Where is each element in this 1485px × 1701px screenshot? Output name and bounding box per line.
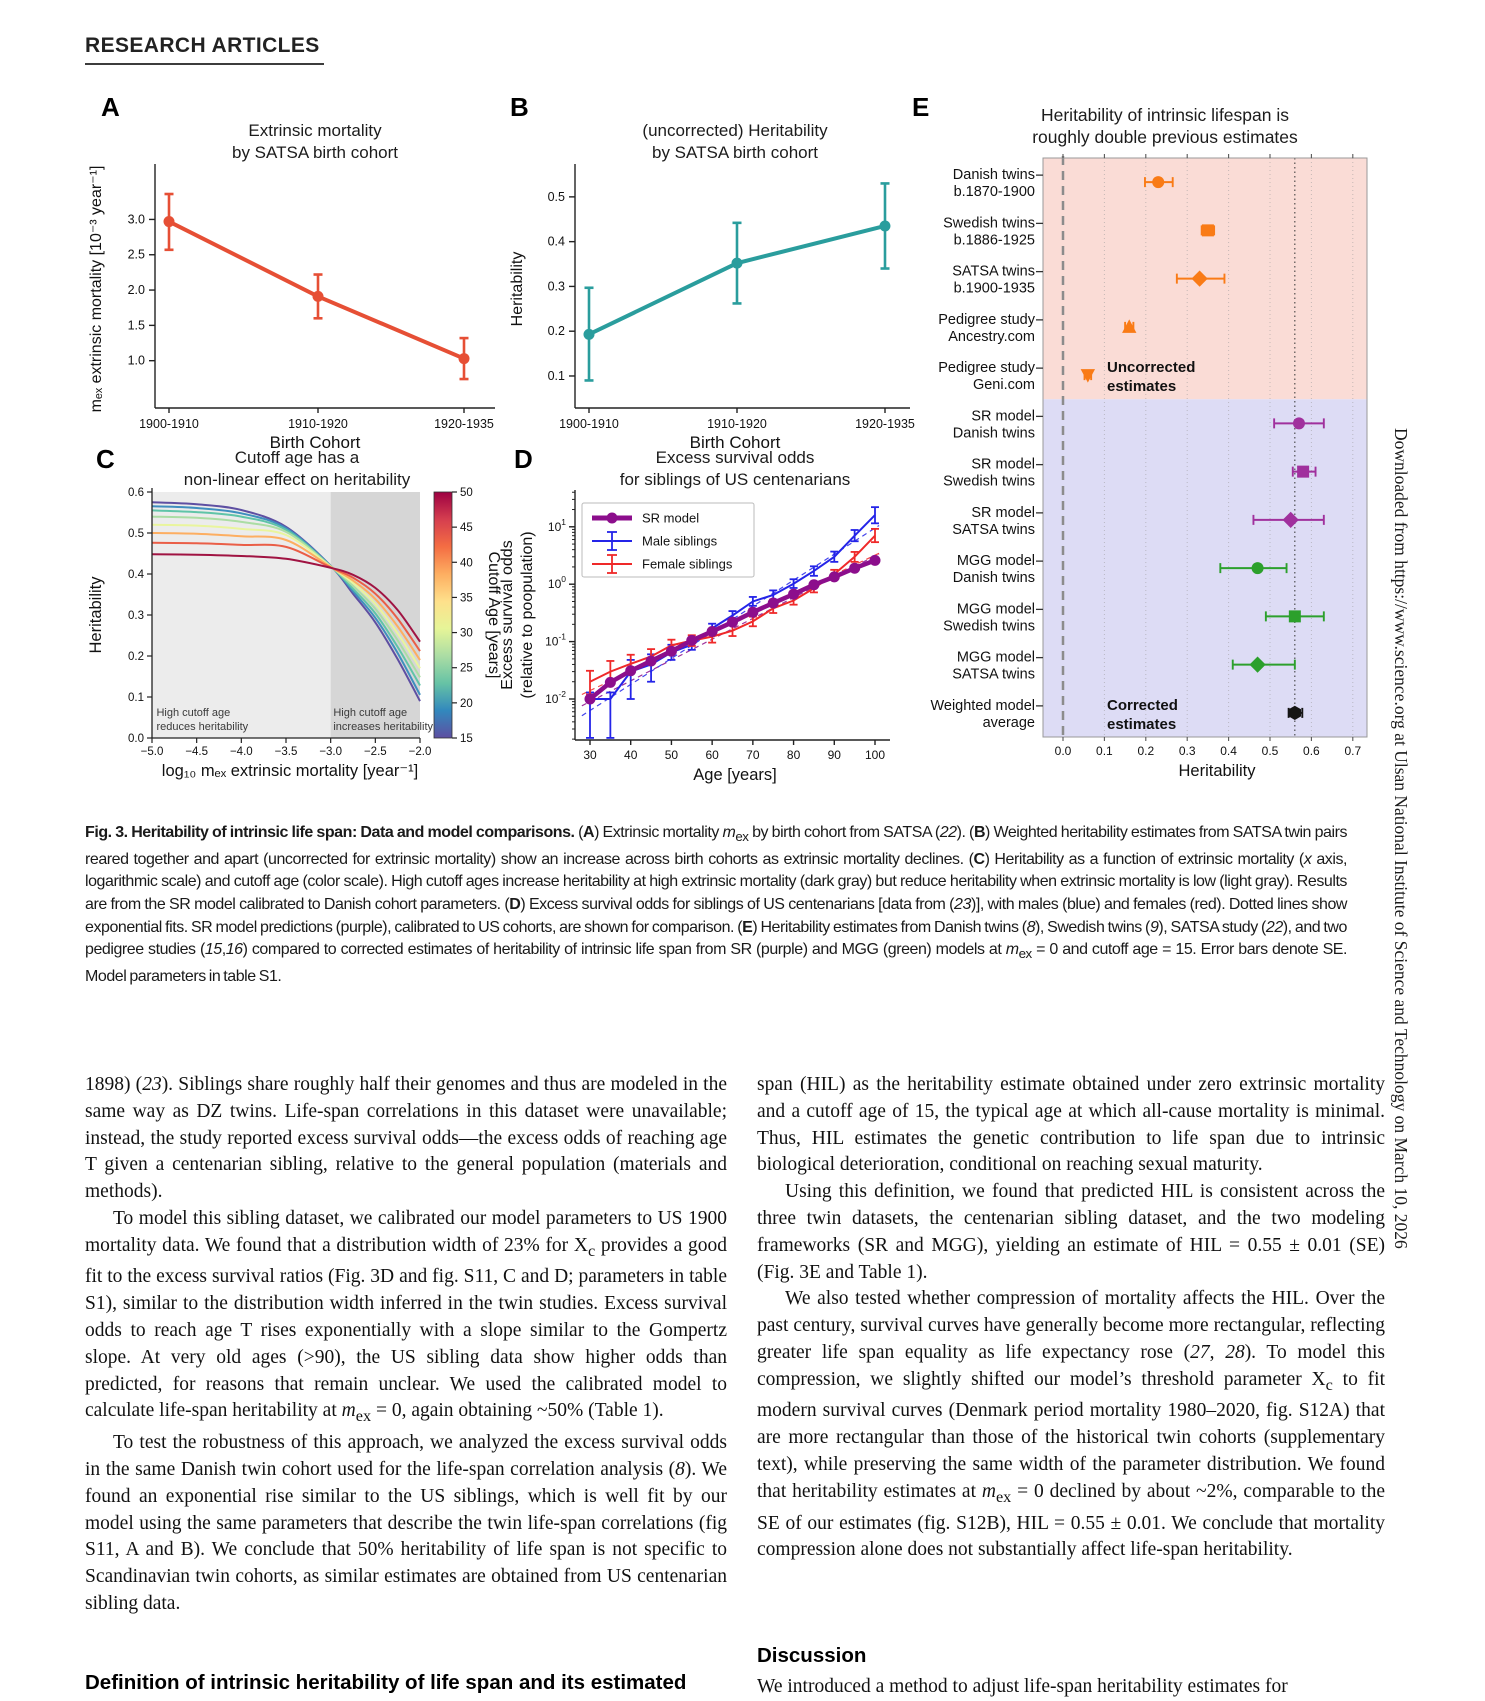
svg-text:Swedish twins: Swedish twins: [943, 618, 1035, 635]
body-left-column: [85, 1072, 727, 1618]
svg-text:25: 25: [460, 662, 473, 675]
discussion-heading: Discussion: [757, 1644, 867, 1667]
svg-text:60: 60: [705, 748, 719, 762]
svg-text:30: 30: [460, 627, 473, 640]
svg-text:1900-1910: 1900-1910: [559, 417, 619, 431]
svg-text:Pedigree study: Pedigree study: [938, 360, 1035, 377]
svg-text:10-1: $10^{-1}$: [545, 631, 566, 649]
svg-text:0.1: 0.1: [1096, 744, 1113, 758]
svg-text:b.1870-1900: b.1870-1900: [953, 184, 1035, 201]
svg-text:−4.5: −4.5: [185, 746, 209, 758]
panel-c-cutoff-age-chart: [85, 405, 515, 795]
svg-text:0.7: 0.7: [1344, 744, 1362, 758]
definition-subheading: Definition of intrinsic heritability of life span and its estimated: [85, 1671, 687, 1694]
svg-text:Age [years]: Age [years]: [693, 766, 777, 784]
svg-text:log₁₀ mₑₓ extrinsic mortality: log₁₀ mₑₓ extrinsic mortality [year⁻¹]: [161, 762, 419, 780]
svg-text:−5.0: −5.0: [140, 746, 164, 758]
svg-text:1920-1935: 1920-1935: [434, 417, 494, 431]
svg-text:0.2: 0.2: [1137, 744, 1155, 758]
svg-text:Swedish twins: Swedish twins: [943, 473, 1035, 490]
svg-text:increases heritability: increases heritability: [333, 721, 434, 733]
svg-text:2.0: 2.0: [127, 283, 145, 298]
svg-text:MGG model: MGG model: [956, 601, 1035, 618]
svg-text:90: 90: [827, 748, 841, 762]
svg-text:Male siblings: Male siblings: [642, 533, 718, 549]
svg-text:Heritability: Heritability: [1178, 762, 1256, 780]
svg-text:SATSA twins: SATSA twins: [952, 263, 1035, 280]
svg-text:SR model: SR model: [971, 504, 1035, 521]
svg-text:(uncorrected) Heritability: (uncorrected) Heritability: [642, 121, 828, 140]
paragraph: To test the robustness of this approach, we analyzed the excess survival odds in the same Danish twin cohort used for the life-span correlation analysis (8). We found an exponential rise similar to the US siblings, which is well fit by our model using the same parameters that describe the twin life-span correlations (fig S11, A and B). We conclude that 50% heritability of life span is not specific to Scandinavian twin cohorts, as similar estimates are obtained from US centenarian sibling data.: [85, 1432, 727, 1614]
svg-text:Ancestry.com: Ancestry.com: [948, 328, 1035, 345]
svg-text:0.3: 0.3: [547, 279, 565, 294]
download-watermark: Downloaded from https://www.science.org at Ulsan National Institute of Science and Technology on March 10, 2026: [1391, 428, 1411, 1249]
svg-text:0.3: 0.3: [128, 610, 144, 622]
svg-text:Excess survival odds: Excess survival odds: [499, 540, 516, 690]
svg-text:Pedigree study: Pedigree study: [938, 311, 1035, 328]
svg-text:MGG model: MGG model: [956, 649, 1035, 666]
svg-text:SATSA twins: SATSA twins: [952, 666, 1035, 683]
svg-text:100: $10^0$: [547, 574, 566, 592]
svg-text:−3.0: −3.0: [319, 746, 343, 758]
panel-a-extrinsic-mortality-chart: [85, 88, 515, 458]
svg-text:3.0: 3.0: [127, 212, 145, 227]
svg-text:0.4: 0.4: [128, 569, 144, 581]
svg-text:30: 30: [583, 748, 597, 762]
svg-text:roughly double previous estima: roughly double previous estimates: [1032, 127, 1298, 147]
svg-text:0.1: 0.1: [128, 692, 144, 704]
svg-text:SATSA twins: SATSA twins: [952, 521, 1035, 538]
svg-text:Geni.com: Geni.com: [972, 377, 1035, 394]
svg-text:Female siblings: Female siblings: [642, 556, 733, 572]
svg-text:50: 50: [460, 487, 473, 499]
panel-label-a: A: [101, 92, 120, 122]
section-header-label: RESEARCH ARTICLES: [85, 34, 320, 57]
svg-text:Danish twins: Danish twins: [952, 425, 1035, 442]
body-right-column: [757, 1072, 1385, 1564]
svg-text:1.0: 1.0: [127, 353, 145, 368]
svg-text:0.1: 0.1: [547, 368, 565, 383]
svg-text:0.6: 0.6: [1303, 744, 1320, 758]
svg-text:2.5: 2.5: [127, 247, 145, 262]
svg-text:−4.0: −4.0: [229, 746, 253, 758]
svg-text:0.5: 0.5: [547, 189, 565, 204]
svg-text:−2.0: −2.0: [408, 746, 432, 758]
svg-text:by SATSA birth cohort: by SATSA birth cohort: [652, 143, 818, 162]
svg-text:Heritability: Heritability: [509, 251, 526, 327]
svg-text:1.5: 1.5: [127, 318, 145, 333]
svg-text:Birth Cohort: Birth Cohort: [269, 433, 361, 452]
svg-text:20: 20: [460, 697, 473, 710]
svg-text:15: 15: [460, 733, 473, 745]
svg-text:−3.5: −3.5: [274, 746, 298, 758]
svg-text:b.1886-1925: b.1886-1925: [953, 232, 1035, 249]
svg-text:Corrected: Corrected: [1107, 696, 1178, 714]
svg-text:1920-1935: 1920-1935: [855, 417, 915, 431]
svg-text:0.4: 0.4: [1220, 744, 1237, 758]
svg-text:(relative to poopulation): (relative to poopulation): [519, 531, 536, 699]
svg-text:SR model: SR model: [642, 510, 700, 526]
svg-text:non-linear effect on heritabil: non-linear effect on heritability: [183, 470, 411, 489]
svg-text:Heritability of intrinsic life: Heritability of intrinsic lifespan is: [1040, 105, 1290, 125]
svg-text:High cutoff age: High cutoff age: [333, 707, 408, 719]
svg-text:by SATSA birth cohort: by SATSA birth cohort: [232, 143, 398, 162]
svg-text:for siblings of US centenarian: for siblings of US centenarians: [619, 470, 851, 489]
panel-label-e: E: [912, 92, 930, 122]
svg-text:average: average: [982, 714, 1035, 731]
svg-text:Weighted model: Weighted model: [930, 697, 1035, 714]
svg-text:0.6: 0.6: [128, 487, 144, 499]
svg-text:Excess survival odds: Excess survival odds: [655, 448, 815, 467]
paragraph: We also tested whether compression of mortality affects the HIL. Over the past century, survival curves have generally become more rectangular, reflecting greater life span equality as life expectancy rose (27, 28). To model this compression, we slightly shifted our model’s threshold parameter $X_c$ to fit modern survival curves (Denmark period mortality 1980–2020, fig. S12A) that are more rectangular than those of the historical twin cohorts (supplementary text), while preserving the same width of the parameter distribution. We found that heritability estimates at $m_{ex} = 0$ declined by about ~2%, comparable to the SE of our estimates (fig. S12B), HIL = 0.55 ± 0.01. We conclude that mortality compression alone does not substantially affect life-span heritability.: [757, 1288, 1385, 1561]
svg-text:Heritability: Heritability: [87, 576, 105, 654]
svg-text:40: 40: [460, 557, 473, 570]
svg-text:Danish twins: Danish twins: [952, 167, 1035, 184]
panel-label-c: C: [96, 444, 115, 474]
panel-label-d: D: [514, 444, 533, 474]
svg-text:reduces heritability: reduces heritability: [156, 721, 249, 733]
panel-e-forest-plot: [845, 88, 1380, 788]
svg-text:0.4: 0.4: [547, 234, 565, 249]
svg-text:mₑₓ extrinsic mortality [10⁻³: mₑₓ extrinsic mortality [10⁻³ year⁻¹]: [88, 165, 105, 413]
svg-text:101: $10^1$: [547, 516, 566, 534]
svg-text:1900-1910: 1900-1910: [139, 417, 199, 431]
svg-text:Birth Cohort: Birth Cohort: [689, 433, 781, 452]
svg-text:0.2: 0.2: [128, 651, 144, 663]
svg-text:Cutoff Age [years]: Cutoff Age [years]: [485, 551, 502, 679]
svg-text:0.2: 0.2: [547, 324, 565, 339]
svg-text:Uncorrected: Uncorrected: [1107, 359, 1196, 377]
svg-text:1910-1920: 1910-1920: [707, 417, 767, 431]
paragraph: To model this sibling dataset, we calibrated our model parameters to US 1900 mortality data. We found that a distribution width of 23% for $X_c$ provides a good fit to the excess survival ratios (Fig. 3D and fig. S11, C and D; parameters in table S1), similar to the distribution width inferred in the twin studies. Excess survival odds to reach age T rises exponentially with a slope similar to the Gompertz slope. At very old ages (>90), the US sibling data show higher odds than predicted, for reasons that remain unclear. We used the calibrated model to calculate life-span heritability at $m_{ex} = 0$, again obtaining ~50% (Table 1).: [85, 1207, 727, 1426]
svg-text:50: 50: [664, 748, 679, 762]
svg-text:MGG model: MGG model: [956, 553, 1035, 570]
svg-text:0.5: 0.5: [1261, 744, 1279, 758]
svg-text:80: 80: [786, 748, 801, 762]
svg-text:1910-1920: 1910-1920: [288, 417, 348, 431]
svg-text:Danish twins: Danish twins: [952, 570, 1035, 587]
svg-text:SR model: SR model: [971, 456, 1035, 473]
svg-text:0.0: 0.0: [1054, 744, 1072, 758]
svg-text:Swedish twins: Swedish twins: [943, 215, 1035, 232]
section-header: [85, 34, 324, 65]
svg-text:−2.5: −2.5: [363, 746, 387, 758]
discussion-first-line: We introduced a method to adjust life-span heritability estimates for: [757, 1676, 1288, 1697]
svg-text:Cutoff age has a: Cutoff age has a: [234, 448, 360, 467]
paragraph: 1898) (23). Siblings share roughly half their genomes and thus are modeled in the same way as DZ twins. Life-span correlations in this dataset were unavailable; instead, the study reported excess survival odds—the excess odds of reaching age T given a centenarian sibling, relative to the general population (materials and methods).: [85, 1074, 727, 1203]
figure-caption: Fig. 3. Heritability of intrinsic life span: Data and model comparisons. (A) Extrinsic mortality $m_{ex}$ by birth cohort from SATSA (22). (B) Weighted heritability estimates from SATSA twin pairs reared together and apart (uncorrected for extrinsic mortality) show an increase across birth cohorts as extrinsic mortality declines. (C) Heritability as a function of extrinsic mortality (x axis, logarithmic scale) and cutoff age (color scale). High cutoff ages increase heritability at high extrinsic mortality (dark gray) but reduce heritability when extrinsic mortality is low (light gray). Results are from the SR model calibrated to Danish cohort parameters. (D) Excess survival odds for siblings of US centenarians [data from (23)], with males (blue) and females (red). Dotted lines show exponential fits. SR model predictions (purple), calibrated to US cohorts, are shown for comparison. (E) Heritability estimates from Danish twins (8), Swedish twins (9), SATSA study (22), and two pedigree studies (15,16) compared to corrected estimates of heritability of intrinsic life span from SR (purple) and MGG (green) models at $m_{ex} = 0$ and cutoff age = 15. Error bars denote SE. Model parameters in table S1.: [85, 824, 1348, 985]
svg-text:SR model: SR model: [971, 408, 1035, 425]
svg-text:35: 35: [460, 592, 473, 605]
svg-text:Extrinsic mortality: Extrinsic mortality: [248, 121, 382, 140]
svg-text:45: 45: [460, 522, 473, 535]
svg-text:estimates: estimates: [1107, 378, 1177, 396]
svg-text:estimates: estimates: [1107, 715, 1177, 733]
svg-text:High cutoff age: High cutoff age: [156, 707, 231, 719]
svg-text:0.0: 0.0: [128, 733, 144, 745]
panel-label-b: B: [510, 92, 529, 122]
svg-text:0.5: 0.5: [128, 528, 144, 540]
svg-text:100: 100: [864, 748, 886, 762]
paragraph: span (HIL) as the heritability estimate obtained under zero extrinsic mortality and a cutoff age of 15, the typical age at which all-cause mortality is minimal. Thus, HIL estimates the genetic contribution to life span due to intrinsic biological deterioration, conditional on reaching sexual maturity.: [757, 1074, 1385, 1176]
paragraph: Using this definition, we found that predicted HIL is consistent across the three twin datasets, the centenarian sibling dataset, and the two modeling frameworks (SR and MGG), yielding an estimate of HIL = 0.55 ± 0.01 (SE) (Fig. 3E and Table 1).: [757, 1181, 1385, 1283]
svg-text:10-2: $10^{-2}$: [545, 689, 566, 706]
svg-text:b.1900-1935: b.1900-1935: [953, 280, 1035, 297]
svg-text:0.3: 0.3: [1178, 744, 1196, 758]
svg-text:70: 70: [746, 748, 760, 762]
svg-text:40: 40: [624, 748, 638, 762]
